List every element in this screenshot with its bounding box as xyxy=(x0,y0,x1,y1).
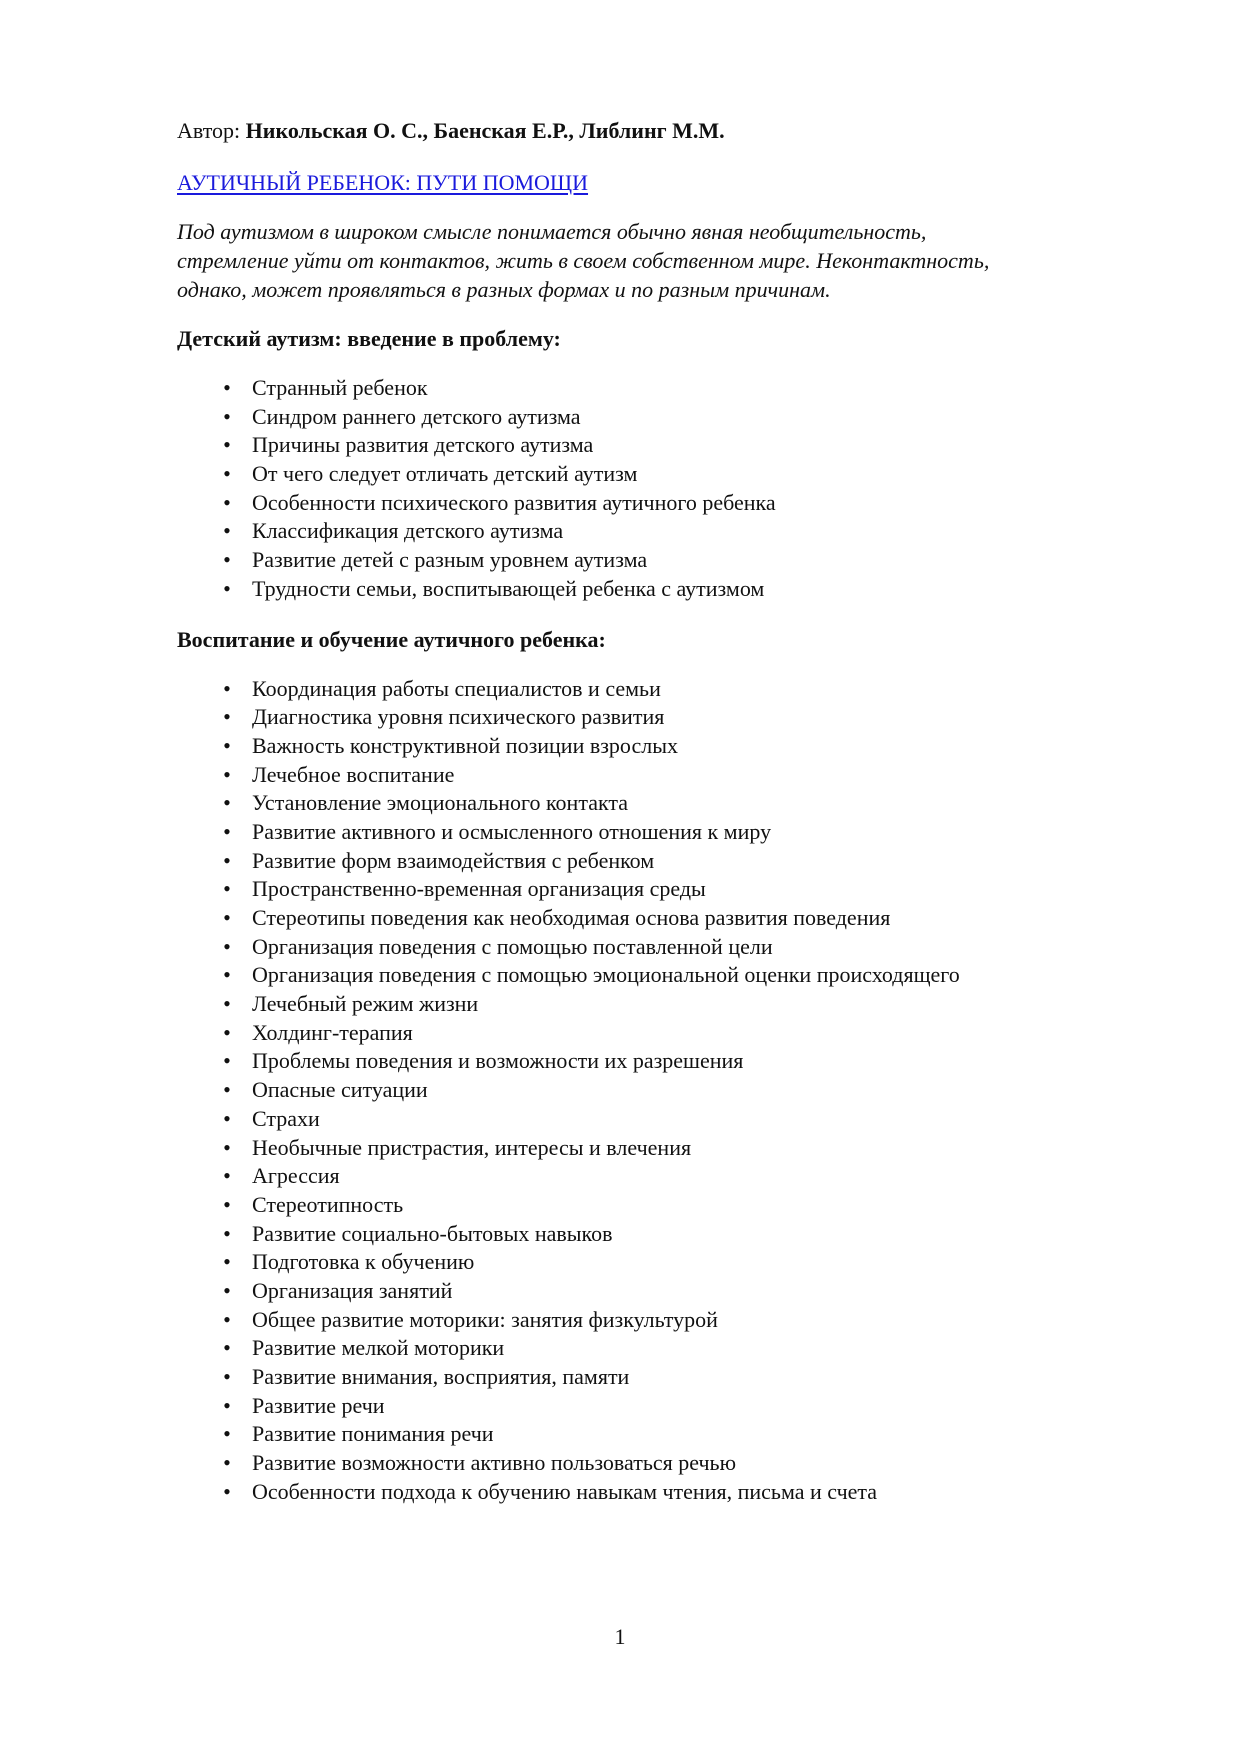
list-item xyxy=(177,489,1137,518)
list-item xyxy=(177,403,1137,432)
list-item-text: Развитие внимания, восприятия, памяти xyxy=(252,1364,630,1389)
bullet-icon: • xyxy=(223,432,231,458)
list-item-text: Необычные пристрастия, интересы и влечения xyxy=(252,1134,692,1160)
list-item-text: Опасные ситуации xyxy=(252,1077,428,1103)
bullet-icon: • xyxy=(223,1134,231,1160)
author-names: Никольская О. С., Баенская Е.Р., Либлинг М.М. xyxy=(245,118,725,143)
list-item xyxy=(177,1363,1137,1392)
intro-paragraph xyxy=(177,217,1137,304)
bullet-icon: • xyxy=(223,1450,231,1476)
bullet-icon: • xyxy=(223,761,231,787)
intro-line: однако, может проявляться в разных формах и по разным причинам. xyxy=(177,277,831,302)
bullet-icon: • xyxy=(223,489,231,515)
list-item xyxy=(177,1220,1137,1249)
list-item-text: Стереотипность xyxy=(252,1191,404,1217)
list-item-text: Страхи xyxy=(252,1105,320,1131)
list-item xyxy=(177,1306,1137,1335)
bullet-icon: • xyxy=(223,905,231,930)
list-item-text: Лечебный режим жизни xyxy=(252,991,479,1017)
bullet-icon: • xyxy=(223,675,231,701)
list-item xyxy=(177,1277,1137,1306)
list-item-text: Лечебное воспитание xyxy=(252,761,455,787)
list-item-text: Развитие социально-бытовых навыков xyxy=(252,1220,613,1246)
list-item xyxy=(177,1047,1137,1076)
bullet-icon: • xyxy=(223,962,231,988)
list-item xyxy=(177,703,1137,732)
list-item xyxy=(177,517,1137,546)
bullet-icon: • xyxy=(223,1048,231,1074)
list-item xyxy=(177,1162,1137,1191)
bullet-icon: • xyxy=(223,1364,231,1389)
list-item-text: Общее развитие моторики: занятия физкультурой xyxy=(252,1306,718,1332)
list-item xyxy=(177,1392,1137,1421)
bullet-icon: • xyxy=(223,1478,231,1504)
list-item xyxy=(177,875,1137,904)
list-item-text: Пространственно-временная организация среды xyxy=(252,876,706,902)
bullet-icon: • xyxy=(223,547,231,573)
bullet-icon: • xyxy=(223,933,231,959)
section-list-education xyxy=(177,675,1137,1507)
bullet-icon: • xyxy=(223,1019,231,1045)
list-item-text: Организация занятий xyxy=(252,1277,453,1303)
section-list-intro xyxy=(177,374,1137,604)
author-label: Автор: xyxy=(177,118,246,143)
list-item xyxy=(177,575,1137,604)
list-item-text: Подготовка к обучению xyxy=(252,1249,475,1275)
list-item xyxy=(177,1019,1137,1048)
bullet-icon: • xyxy=(223,1249,231,1275)
list-item-text: Классификация детского аутизма xyxy=(252,518,564,544)
list-item xyxy=(177,904,1137,933)
list-item-text: Причины развития детского аутизма xyxy=(252,432,594,458)
document-content xyxy=(177,116,1137,1506)
list-item xyxy=(177,675,1137,704)
list-item-text: Координация работы специалистов и семьи xyxy=(252,675,661,701)
bullet-icon: • xyxy=(223,1421,231,1447)
list-item xyxy=(177,1420,1137,1449)
title-link[interactable]: АУТИЧНЫЙ РЕБЕНОК: ПУТИ ПОМОЩИ xyxy=(177,170,589,195)
list-item-text: Диагностика уровня психического развития xyxy=(252,704,665,730)
list-item xyxy=(177,761,1137,790)
list-item-text: Трудности семьи, воспитывающей ребенка с аутизмом xyxy=(252,575,765,601)
list-item-text: Развитие понимания речи xyxy=(252,1421,494,1447)
list-item-text: Особенности подхода к обучению навыкам чтения, письма и счета xyxy=(252,1478,878,1504)
bullet-icon: • xyxy=(223,375,231,400)
list-item-text: Развитие детей с разным уровнем аутизма xyxy=(252,547,648,573)
list-item-text: Особенности психического развития аутичного ребенка xyxy=(252,489,776,515)
bullet-icon: • xyxy=(223,876,231,902)
author-line xyxy=(177,116,1137,146)
intro-line: стремление уйти от контактов, жить в своем собственном мире. Неконтактность, xyxy=(177,248,990,273)
list-item-text: Организация поведения с помощью эмоциональной оценки происходящего xyxy=(252,962,960,988)
list-item xyxy=(177,847,1137,876)
list-item xyxy=(177,431,1137,460)
intro-line: Под аутизмом в широком смысле понимается обычно явная необщительность, xyxy=(177,219,927,244)
list-item xyxy=(177,1134,1137,1163)
list-item xyxy=(177,1076,1137,1105)
bullet-icon: • xyxy=(223,518,231,544)
list-item xyxy=(177,546,1137,575)
list-item-text: Развитие мелкой моторики xyxy=(252,1335,505,1361)
bullet-icon: • xyxy=(223,1335,231,1361)
bullet-icon: • xyxy=(223,732,231,758)
bullet-icon: • xyxy=(223,1105,231,1131)
bullet-icon: • xyxy=(223,461,231,487)
list-item-text: Стереотипы поведения как необходимая основа развития поведения xyxy=(252,905,891,930)
list-item xyxy=(177,1334,1137,1363)
list-item-text: Развитие речи xyxy=(252,1392,385,1418)
list-item xyxy=(177,818,1137,847)
list-item-text: Развитие активного и осмысленного отношения к миру xyxy=(252,818,772,844)
page-number: 1 xyxy=(614,1624,626,1649)
list-item-text: Установление эмоционального контакта xyxy=(252,790,629,816)
list-item xyxy=(177,374,1137,403)
list-item xyxy=(177,933,1137,962)
list-item-text: От чего следует отличать детский аутизм xyxy=(252,461,638,487)
list-item-text: Синдром раннего детского аутизма xyxy=(252,403,581,429)
list-item xyxy=(177,460,1137,489)
bullet-icon: • xyxy=(223,1220,231,1246)
bullet-icon: • xyxy=(223,575,231,601)
bullet-icon: • xyxy=(223,818,231,844)
list-item-text: Организация поведения с помощью поставленной цели xyxy=(252,933,773,959)
list-item-text: Агрессия xyxy=(252,1163,340,1189)
bullet-icon: • xyxy=(223,403,231,429)
list-item-text: Странный ребенок xyxy=(252,375,428,400)
list-item-text: Важность конструктивной позиции взрослых xyxy=(252,732,679,758)
section-heading-intro: Детский аутизм: введение в проблему: xyxy=(177,326,561,351)
bullet-icon: • xyxy=(223,991,231,1017)
bullet-icon: • xyxy=(223,1163,231,1189)
list-item-text: Проблемы поведения и возможности их разрешения xyxy=(252,1048,744,1074)
list-item xyxy=(177,1478,1137,1507)
list-item xyxy=(177,732,1137,761)
bullet-icon: • xyxy=(223,790,231,816)
list-item xyxy=(177,1191,1137,1220)
bullet-icon: • xyxy=(223,1392,231,1418)
list-item-text: Развитие возможности активно пользоваться речью xyxy=(252,1450,737,1476)
list-item-text: Развитие форм взаимодействия с ребенком xyxy=(252,847,655,873)
list-item xyxy=(177,789,1137,818)
bullet-icon: • xyxy=(223,704,231,730)
list-item xyxy=(177,990,1137,1019)
list-item xyxy=(177,1105,1137,1134)
list-item-text: Холдинг-терапия xyxy=(252,1019,413,1045)
list-item xyxy=(177,1449,1137,1478)
bullet-icon: • xyxy=(223,1306,231,1332)
bullet-icon: • xyxy=(223,847,231,873)
bullet-icon: • xyxy=(223,1277,231,1303)
section-heading-education: Воспитание и обучение аутичного ребенка: xyxy=(177,626,606,652)
list-item xyxy=(177,1248,1137,1277)
bullet-icon: • xyxy=(223,1077,231,1103)
bullet-icon: • xyxy=(223,1191,231,1217)
list-item xyxy=(177,961,1137,990)
